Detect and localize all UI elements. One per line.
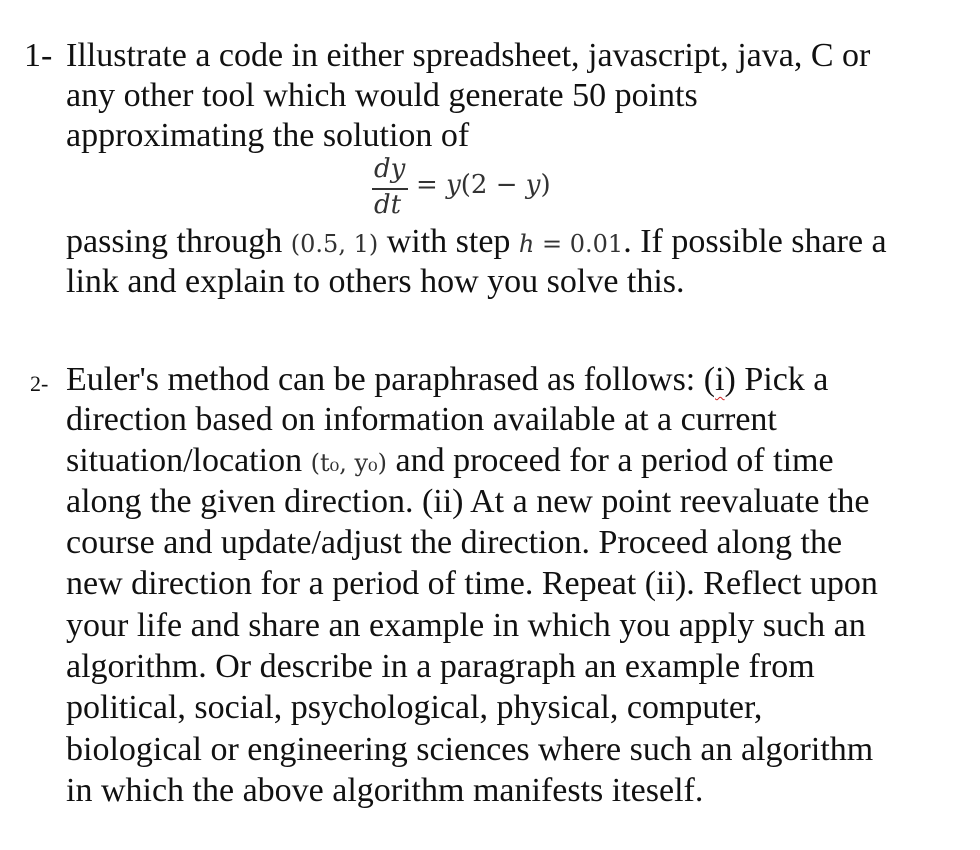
line-3-text-a: situation/location — [66, 442, 311, 479]
question-2-line-4: along the given direction. (ii) At a new point reevaluate the — [66, 483, 870, 520]
question-2-line-11: in which the above algorithm manifests iteself. — [66, 772, 704, 809]
line-3-text-b: and proceed for a period of time — [387, 442, 834, 479]
question-2-line-8: algorithm. Or describe in a paragraph an example from — [66, 648, 815, 685]
question-2-line-2: direction based on information available at a current — [66, 401, 777, 438]
question-1-line-5: link and explain to others how you solve this. — [66, 263, 685, 300]
equation-close-paren: ) — [540, 170, 551, 200]
step-h-math: h — [518, 230, 535, 258]
question-2-line-3 — [66, 441, 834, 483]
spellcheck-underlined-i: i — [715, 361, 725, 398]
line-1-text-b: ) Pick a — [724, 361, 829, 398]
question-1-line-4 — [66, 222, 887, 264]
question-1-line-2: any other tool which would generate 50 points — [66, 77, 698, 114]
question-2-line-5: course and update/adjust the direction. Proceed along the — [66, 524, 843, 561]
line-4-text-b: with step — [378, 223, 519, 260]
question-2-line-10: biological or engineering sciences where such an algorithm — [66, 731, 874, 768]
differential-equation — [370, 154, 550, 224]
question-2-line-1 — [66, 360, 828, 400]
question-1-number: 1- — [24, 37, 53, 74]
question-2-line-6: new direction for a period of time. Repeat (ii). Reflect upon — [66, 565, 878, 602]
equation-paren-expression: (2 − — [460, 170, 526, 200]
current-location-math: (t₀, y₀) — [310, 449, 388, 477]
line-4-text-c: . If possible share a — [623, 223, 887, 260]
line-4-text-a: passing through — [66, 223, 291, 260]
equation-numerator: dy — [374, 154, 406, 184]
equation-y: y — [446, 170, 461, 200]
equation-denominator: dt — [374, 190, 402, 220]
equation-equals: = — [416, 170, 447, 200]
equation-right-hand-side — [416, 170, 551, 200]
equation-y-inner: y — [525, 170, 541, 200]
question-2-number: 2- — [30, 371, 49, 396]
question-1-line-3: approximating the solution of — [66, 117, 470, 154]
step-value-math: = 0.01 — [534, 230, 624, 258]
initial-point-math: (0.5, 1) — [290, 230, 379, 258]
line-1-text-a: Euler's method can be paraphrased as follows: ( — [66, 361, 716, 398]
question-2-line-7: your life and share an example in which you apply such an — [66, 607, 866, 644]
question-1-line-1: Illustrate a code in either spreadsheet, javascript, java, C or — [66, 37, 871, 74]
question-2-line-9: political, social, psychological, physical, computer, — [66, 689, 763, 726]
